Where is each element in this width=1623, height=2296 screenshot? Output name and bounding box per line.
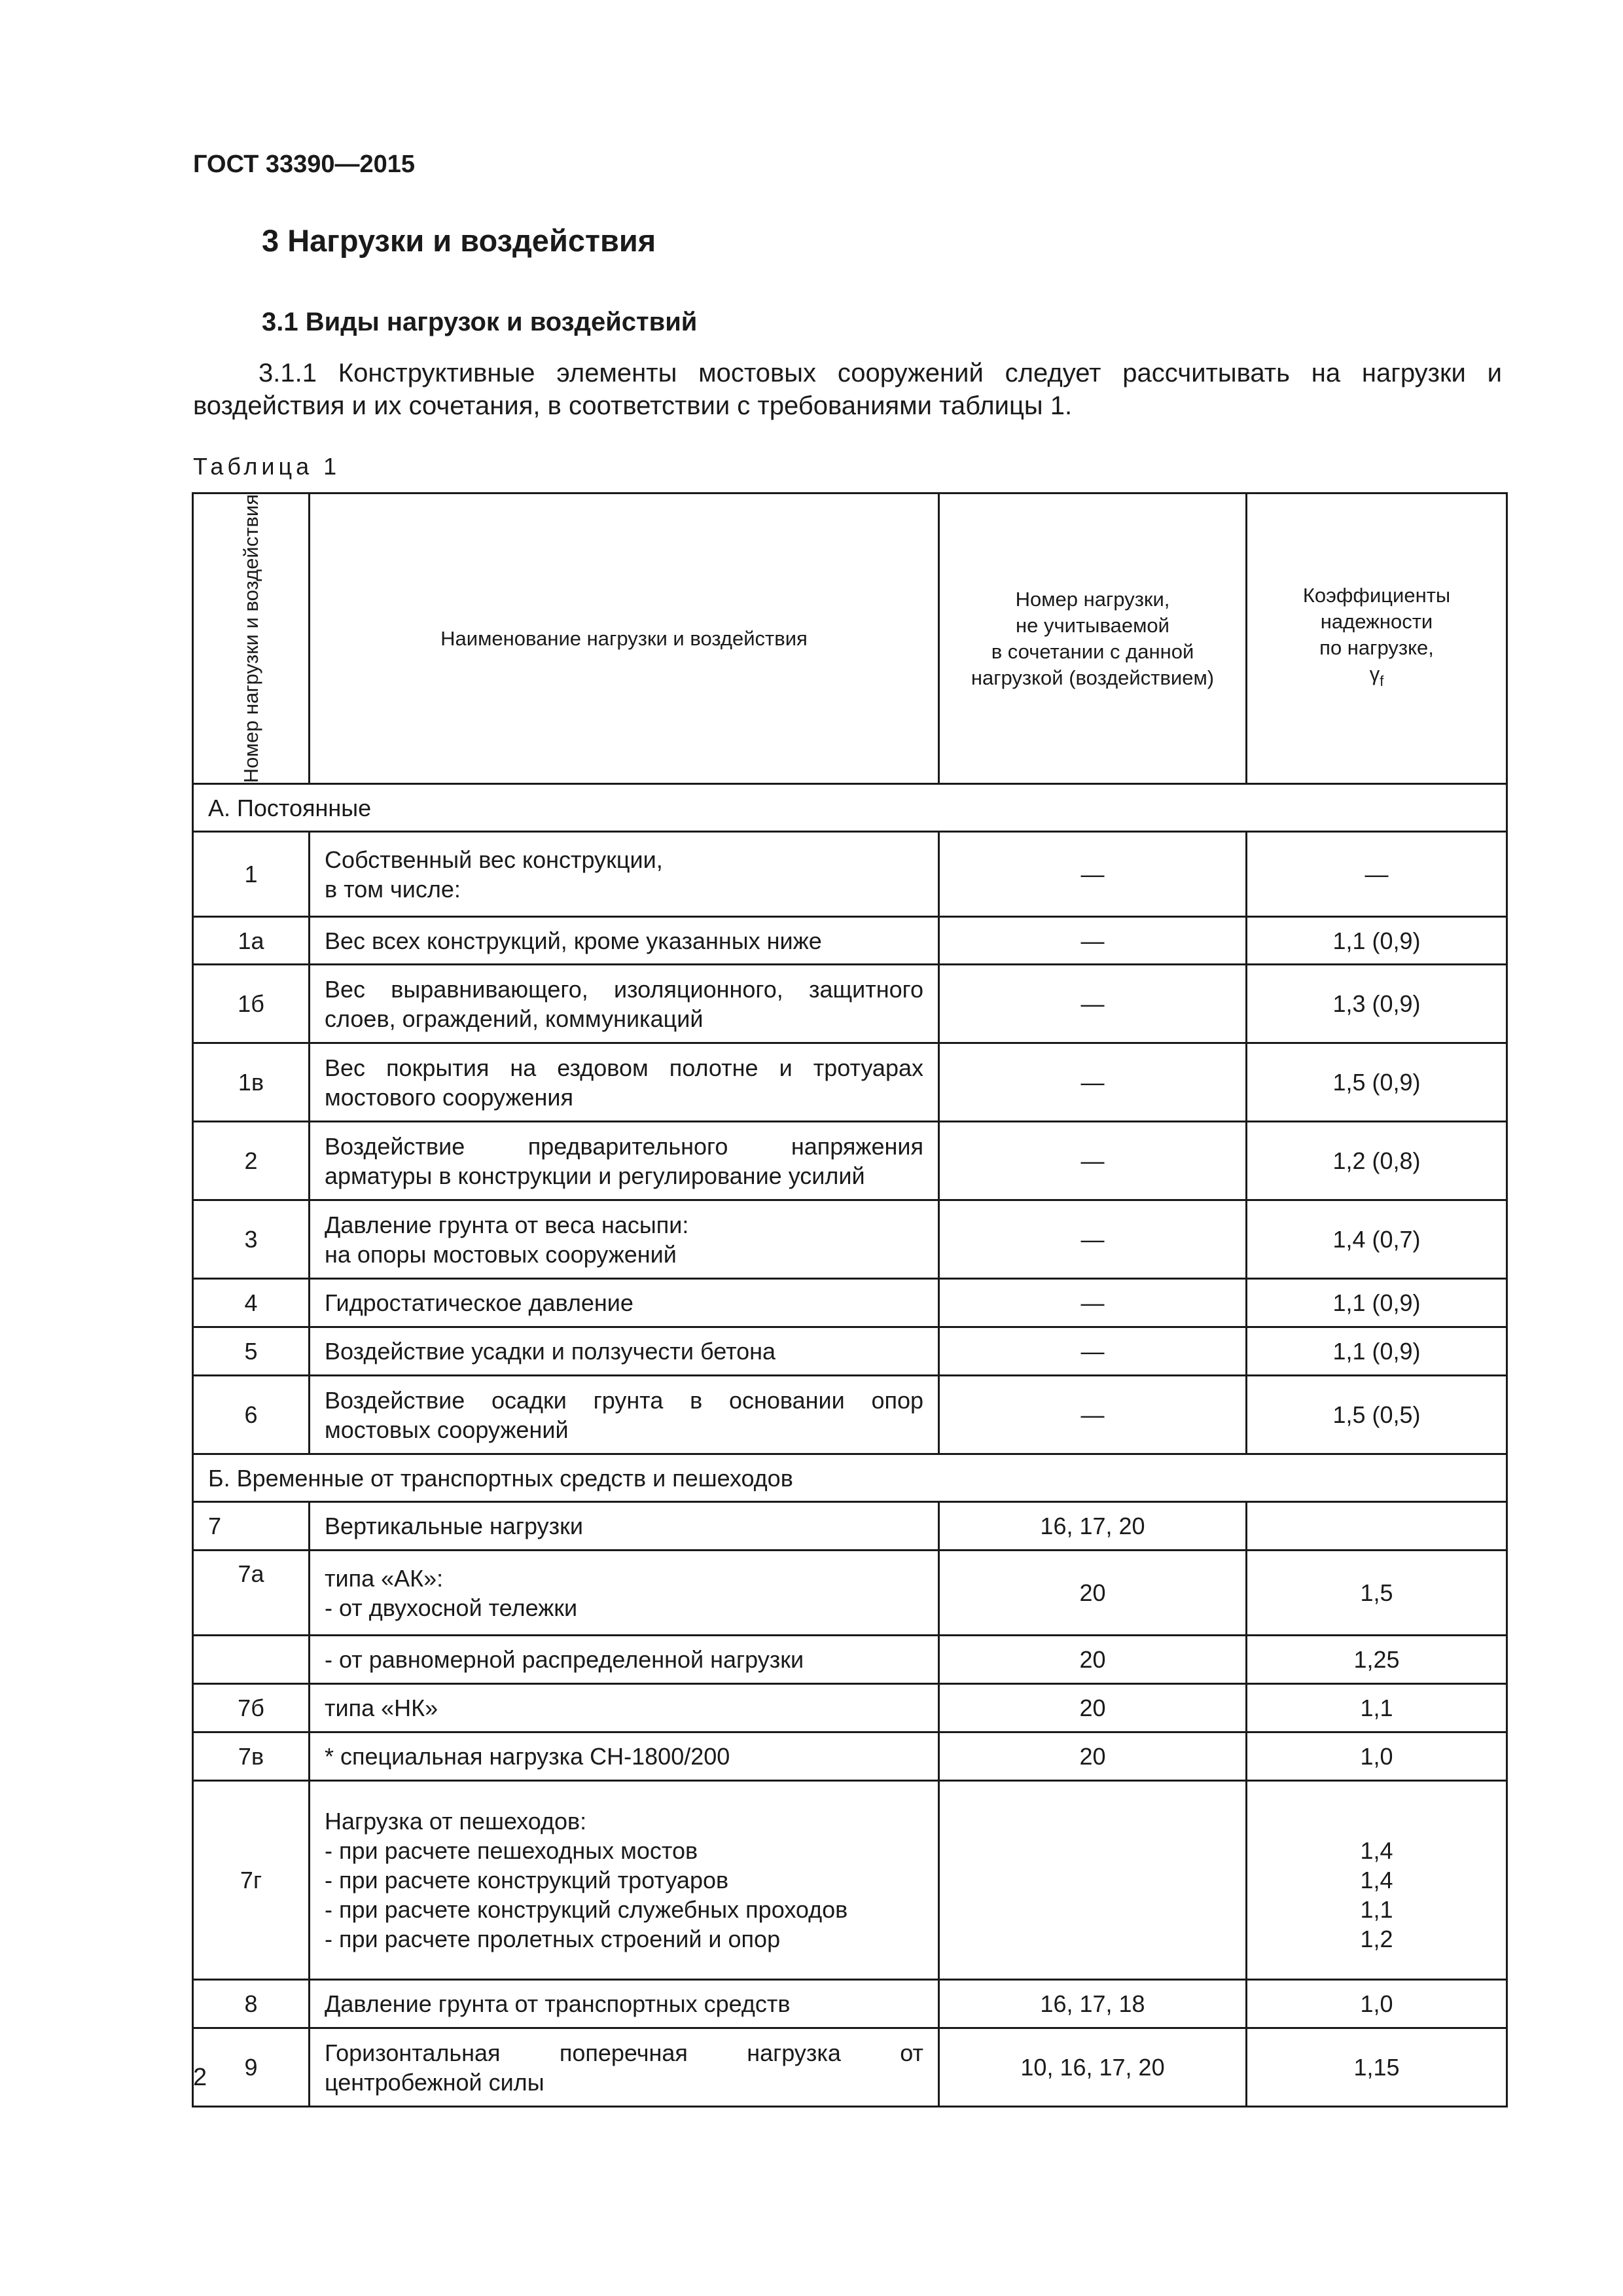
header-coef-line: надежности [1320, 610, 1433, 634]
row-name [310, 1551, 939, 1636]
row-coef: 1,1 (0,9) [1247, 1279, 1507, 1327]
section-b-row-label: Б. Временные от транспортных средств и пешеходов [193, 1454, 1507, 1502]
row-name [310, 1781, 939, 1980]
row-name [310, 1376, 939, 1454]
row-excluded: — [939, 1122, 1247, 1200]
table-row [193, 1636, 1507, 1684]
row-num: 1б [193, 965, 310, 1043]
row-coef [1247, 2028, 1507, 2107]
row-excluded: — [939, 965, 1247, 1043]
row-name-line: * специальная нагрузка СН-1800/200 [325, 1743, 730, 1770]
gamma-symbol: $\gamma_f$ [1369, 662, 1384, 690]
table-row [193, 1376, 1507, 1454]
row-name-line: - от двухосной тележки [325, 1594, 578, 1621]
row-name [310, 1043, 939, 1122]
row-name [310, 832, 939, 917]
row-name-line: Воздействие усадки и ползучести бетона [325, 1338, 776, 1365]
row-num: 5 [193, 1327, 310, 1376]
section-a-row [193, 784, 1507, 832]
row-num: 1а [193, 917, 310, 965]
header-excluded-line: нагрузкой (воздействием) [971, 666, 1215, 689]
table-header-row [193, 493, 1507, 784]
header-excluded-line: Номер нагрузки, [1015, 587, 1170, 611]
row-excluded: 16, 17, 20 [939, 1502, 1247, 1551]
row-name-line: - от равномерной распределенной нагрузки [325, 1646, 804, 1674]
header-excluded [939, 493, 1247, 784]
row-excluded: 10, 16, 17, 20 [939, 2028, 1247, 2107]
row-num: 7а [193, 1551, 310, 1636]
row-coef-value: 1,4 [1360, 1867, 1393, 1894]
row-name-line: Воздействие предварительного напряжения арматуры в конструкции и регулирование усилий [325, 1132, 923, 1189]
row-coef: 1,2 (0,8) [1247, 1122, 1507, 1200]
row-num: 7 [193, 1502, 310, 1551]
row-name [310, 1502, 939, 1551]
row-excluded: — [939, 1043, 1247, 1122]
row-name-line: Гидростатическое давление [325, 1289, 633, 1317]
row-excluded: — [939, 1200, 1247, 1279]
row-num: 1в [193, 1043, 310, 1122]
row-excluded [939, 1781, 1247, 1980]
row-coef [1247, 1980, 1507, 2028]
row-excluded: — [939, 1327, 1247, 1376]
row-coef: 1,5 (0,5) [1247, 1376, 1507, 1454]
subsection-title: 3.1 Виды нагрузок и воздействий [262, 308, 698, 336]
table-row [193, 1279, 1507, 1327]
table-row [193, 832, 1507, 917]
row-excluded: — [939, 917, 1247, 965]
row-excluded: — [939, 1279, 1247, 1327]
row-name-line: - при расчете пролетных строений и опор [325, 1926, 781, 1953]
section-b-row [193, 1454, 1507, 1502]
table-caption: Таблица 1 [193, 453, 341, 480]
row-coef-value: 1,25 [1353, 1646, 1400, 1674]
row-name [310, 1980, 939, 2028]
document-code: ГОСТ 33390—2015 [193, 151, 416, 178]
header-num-text: Номер нагрузки и воздействия [239, 494, 262, 783]
row-coef-value: 1,2 [1360, 1926, 1393, 1953]
row-coef-value: 1,4 [1360, 1837, 1393, 1865]
row-coef [1247, 1781, 1507, 1980]
header-coef-line: по нагрузке, [1319, 636, 1434, 660]
table-row [193, 917, 1507, 965]
row-excluded: 20 [939, 1732, 1247, 1781]
table-row [193, 1781, 1507, 1980]
header-coef-line: Коэффициенты [1302, 584, 1451, 607]
row-coef [1247, 1551, 1507, 1636]
row-name [310, 1684, 939, 1732]
row-excluded: 20 [939, 1684, 1247, 1732]
row-num: 7в [193, 1732, 310, 1781]
row-num: 1 [193, 832, 310, 917]
table-row [193, 1502, 1507, 1551]
header-excluded-line: в сочетании с данной [991, 639, 1194, 663]
intro-paragraph: 3.1.1 Конструктивные элементы мостовых сооружений следует рассчитывать на нагрузки и воздействия и их сочетания, в соответствии с требованиями таблицы 1. [193, 359, 1502, 420]
row-coef-value [1262, 1511, 1491, 1541]
row-name-line: на опоры мостовых сооружений [325, 1240, 677, 1268]
row-excluded: — [939, 832, 1247, 917]
header-name: Наименование нагрузки и воздействия [310, 493, 939, 784]
header-num [193, 493, 310, 784]
row-name-line: Вес выравнивающего, изоляционного, защитного слоев, ограждений, коммуникаций [325, 975, 923, 1032]
row-name [310, 917, 939, 965]
row-coef-value: 1,15 [1353, 2054, 1400, 2081]
row-num: 4 [193, 1279, 310, 1327]
page-number: 2 [193, 2064, 207, 2091]
row-name [310, 1279, 939, 1327]
row-coef-value: 1,0 [1360, 1990, 1393, 2018]
row-coef-value [1262, 1806, 1491, 1836]
row-name [310, 1327, 939, 1376]
row-coef [1247, 1732, 1507, 1781]
table-row [193, 1327, 1507, 1376]
header-excluded-line: не учитываемой [1016, 613, 1169, 637]
row-name [310, 1122, 939, 1200]
row-excluded: — [939, 1376, 1247, 1454]
row-name-line: Давление грунта от веса насыпи: [325, 1211, 689, 1238]
row-name-line: - при расчете пешеходных мостов [325, 1837, 698, 1865]
row-name-line: Воздействие осадки грунта в основании опор мостовых сооружений [325, 1386, 923, 1443]
row-coef [1247, 1684, 1507, 1732]
row-num: 7б [193, 1684, 310, 1732]
row-name-line: - при расчете конструкций служебных проходов [325, 1896, 848, 1924]
table-row [193, 1200, 1507, 1279]
row-coef: — [1247, 832, 1507, 917]
row-name-line: Горизонтальная поперечная нагрузка от центробежной силы [325, 2039, 923, 2096]
gamma-subscript: f [1380, 673, 1384, 690]
row-name [310, 1200, 939, 1279]
row-name [310, 2028, 939, 2107]
row-coef-value: 1,5 [1360, 1579, 1393, 1607]
table-row [193, 1980, 1507, 2028]
row-num: 9 [193, 2028, 310, 2107]
row-num: 3 [193, 1200, 310, 1279]
section-title: 3 Нагрузки и воздействия [262, 223, 656, 258]
row-num: 2 [193, 1122, 310, 1200]
table-row [193, 2028, 1507, 2107]
row-name-line: в том числе: [325, 875, 461, 903]
table-row [193, 1043, 1507, 1122]
header-coef [1247, 493, 1507, 784]
row-name-line: Вес всех конструкций, кроме указанных ниже [325, 927, 822, 954]
row-name [310, 1636, 939, 1684]
row-excluded: 20 [939, 1636, 1247, 1684]
row-name [310, 965, 939, 1043]
row-coef-value: 1,1 [1360, 1896, 1393, 1924]
table-row [193, 1684, 1507, 1732]
row-name [310, 1732, 939, 1781]
row-num [193, 1636, 310, 1684]
row-excluded: 20 [939, 1551, 1247, 1636]
row-name-line: Вес покрытия на ездовом полотне и тротуарах мостового сооружения [325, 1054, 923, 1111]
row-name-line: типа «НК» [325, 1695, 438, 1722]
row-coef: 1,3 (0,9) [1247, 965, 1507, 1043]
row-coef-value: 1,0 [1360, 1743, 1393, 1770]
row-excluded: 16, 17, 18 [939, 1980, 1247, 2028]
row-coef [1247, 1636, 1507, 1684]
table-row [193, 1122, 1507, 1200]
row-coef: 1,1 (0,9) [1247, 1327, 1507, 1376]
row-num: 6 [193, 1376, 310, 1454]
row-coef-value: 1,1 [1360, 1695, 1393, 1722]
row-name-line: Вертикальные нагрузки [325, 1513, 583, 1540]
row-num: 7г [193, 1781, 310, 1980]
row-name-line: Собственный вес конструкции, [325, 846, 663, 873]
row-name-line: Давление грунта от транспортных средств [325, 1990, 791, 2018]
row-name-line: типа «АК»: [325, 1564, 444, 1592]
row-coef: 1,5 (0,9) [1247, 1043, 1507, 1122]
row-name-line: Нагрузка от пешеходов: [325, 1808, 587, 1835]
row-coef: 1,1 (0,9) [1247, 917, 1507, 965]
row-name-line: - при расчете конструкций тротуаров [325, 1867, 729, 1894]
row-coef: 1,4 (0,7) [1247, 1200, 1507, 1279]
table-row [193, 1732, 1507, 1781]
loads-table [192, 492, 1508, 2108]
table-row [193, 1551, 1507, 1636]
row-coef [1247, 1502, 1507, 1551]
table-row [193, 965, 1507, 1043]
section-a-row-label: А. Постоянные [193, 784, 1507, 832]
row-num: 8 [193, 1980, 310, 2028]
